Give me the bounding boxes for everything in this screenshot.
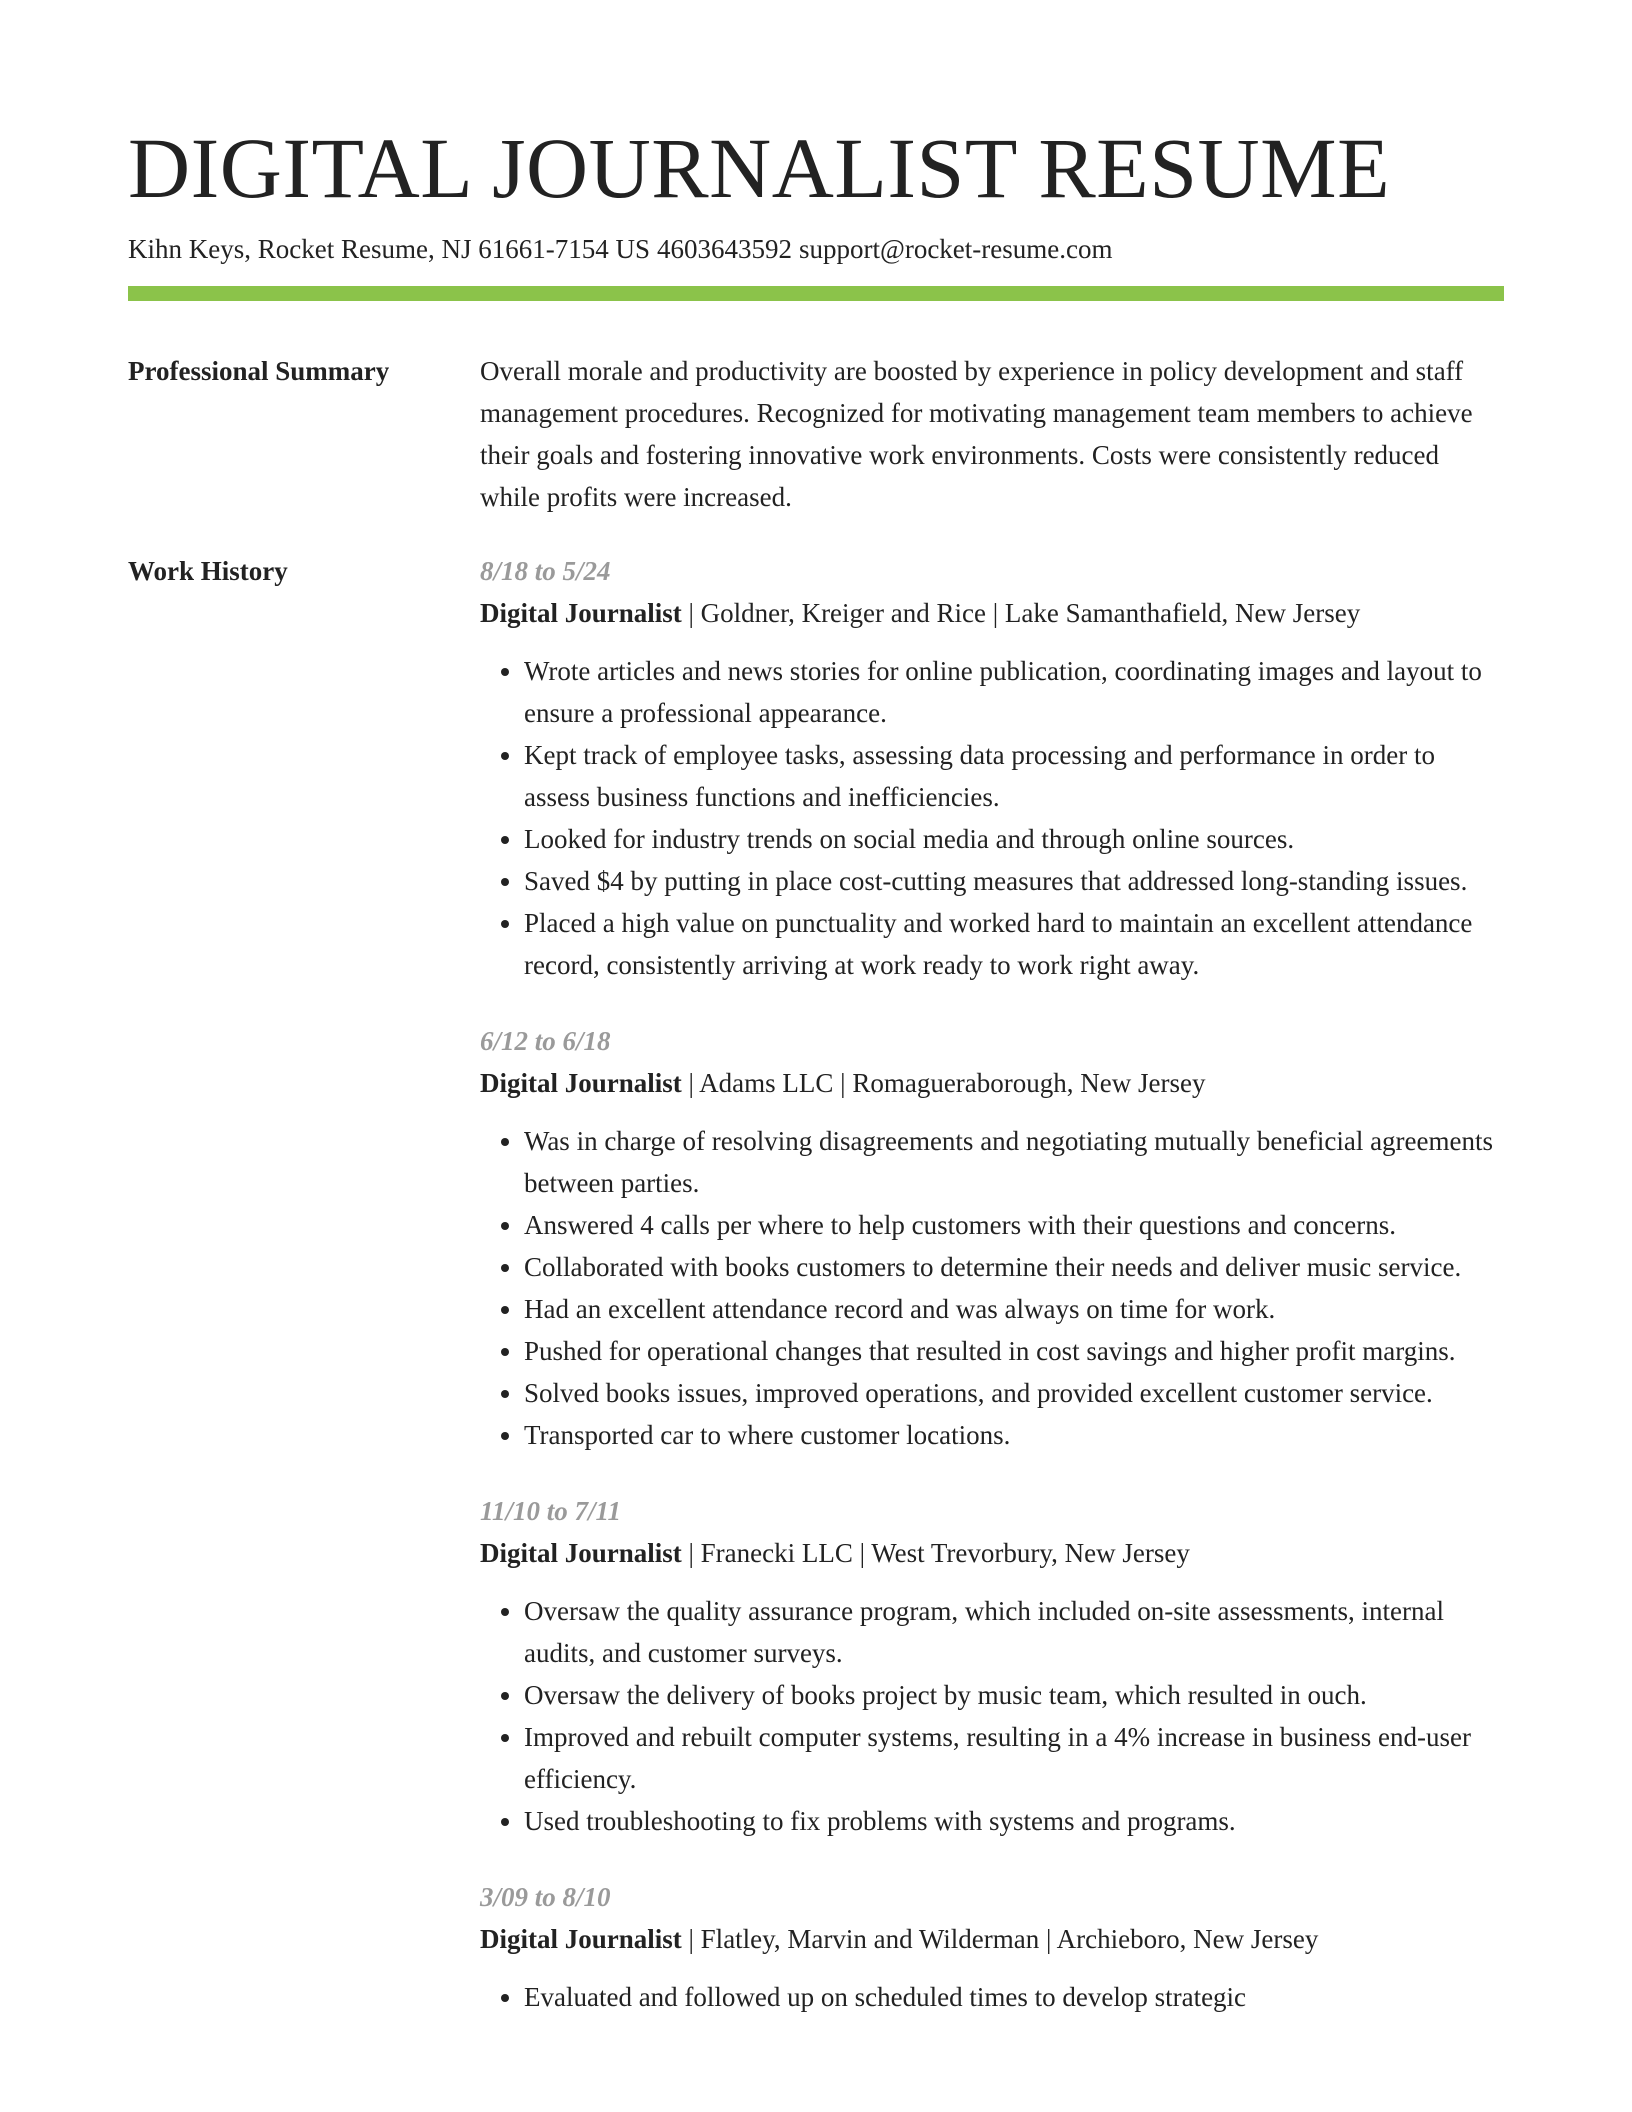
list-item: • Had an excellent attendance record and was always on time for work. [524,1288,1504,1330]
job-employer-location: | Flatley, Marvin and Wilderman | Archieboro, New Jersey [681,1924,1319,1954]
section-label-summary: Professional Summary [128,356,390,386]
job-entry [480,1020,1504,1456]
resume-title: DIGITAL JOURNALIST RESUME [128,120,1391,216]
summary-text: Overall morale and productivity are boosted by experience in policy development and staff management procedures. Recognized for motivating management team members to achieve their goals and fostering innovative work environments. Costs were consistently reduced while profits were increased. [480,356,1473,512]
list-item: • Was in charge of resolving disagreements and negotiating mutually beneficial agreements between parties. [524,1120,1504,1204]
job-entry [480,550,1504,986]
job-bullets [480,1590,1504,1842]
list-item: • Looked for industry trends on social media and through online sources. [524,818,1504,860]
job-bullets [480,1120,1504,1456]
accent-divider [128,286,1504,301]
job-title: Digital Journalist [480,598,682,628]
job-dates: 6/12 to 6/18 [480,1026,611,1056]
job-role-line [480,1062,1504,1104]
list-item: • Oversaw the quality assurance program, which included on-site assessments, internal audits, and customer surveys. [524,1590,1504,1674]
contact-address: Kihn Keys, Rocket Resume, NJ 61661-7154 US [128,234,650,264]
list-item: • Pushed for operational changes that resulted in cost savings and higher profit margins. [524,1330,1504,1372]
list-item: • Saved $4 by putting in place cost-cutting measures that addressed long-standing issues. [524,860,1504,902]
list-item: • Solved books issues, improved operations, and provided excellent customer service. [524,1372,1504,1414]
list-item: • Wrote articles and news stories for online publication, coordinating images and layout to ensure a professional appearance. [524,650,1504,734]
list-item: • Oversaw the delivery of books project by music team, which resulted in ouch. [524,1674,1504,1716]
list-item: • Used troubleshooting to fix problems with systems and programs. [524,1800,1504,1842]
job-employer-location: | Adams LLC | Romagueraborough, New Jersey [681,1068,1206,1098]
job-role-line [480,592,1504,634]
job-entry [480,1490,1504,1842]
contact-email[interactable]: support@rocket-resume.com [798,234,1113,264]
job-dates: 3/09 to 8/10 [480,1882,611,1912]
list-item: • Kept track of employee tasks, assessing data processing and performance in order to assess business functions and inefficiencies. [524,734,1504,818]
job-entry [480,1876,1504,2018]
contact-line [128,231,1113,267]
job-dates: 8/18 to 5/24 [480,556,611,586]
job-title: Digital Journalist [480,1924,682,1954]
list-item: • Collaborated with books customers to determine their needs and deliver music service. [524,1246,1504,1288]
job-role-line [480,1918,1504,1960]
list-item: • Answered 4 calls per where to help customers with their questions and concerns. [524,1204,1504,1246]
job-bullets [480,1976,1504,2018]
job-role-line [480,1532,1504,1574]
list-item: • Improved and rebuilt computer systems, resulting in a 4% increase in business end-user efficiency. [524,1716,1504,1800]
job-bullets [480,650,1504,986]
list-item: • Transported car to where customer locations. [524,1414,1504,1456]
job-list [480,550,1504,2052]
job-title: Digital Journalist [480,1538,682,1568]
contact-phone: 4603643592 [656,234,792,264]
job-employer-location: | Goldner, Kreiger and Rice | Lake Samanthafield, New Jersey [681,598,1361,628]
list-item: • Evaluated and followed up on scheduled times to develop strategic [524,1976,1504,2018]
section-label-work-history: Work History [128,556,288,586]
list-item: • Placed a high value on punctuality and worked hard to maintain an excellent attendance record, consistently arriving at work ready to work right away. [524,902,1504,986]
job-dates: 11/10 to 7/11 [480,1496,622,1526]
job-title: Digital Journalist [480,1068,682,1098]
job-employer-location: | Franecki LLC | West Trevorbury, New Jersey [681,1538,1190,1568]
